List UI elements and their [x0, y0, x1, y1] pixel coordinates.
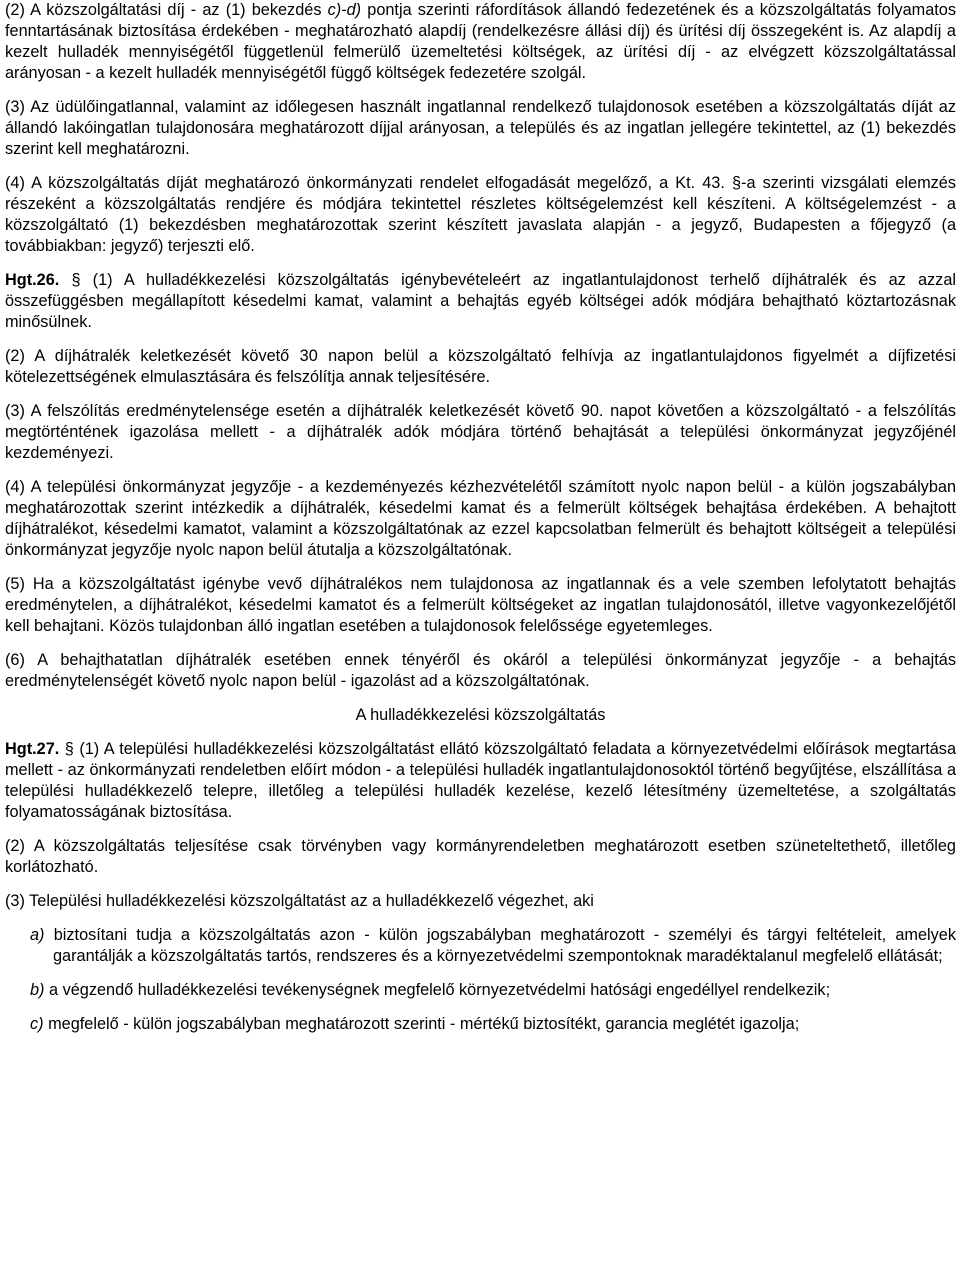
- paragraph-text: (2) A közszolgáltatási díj - az (1) bekezdés: [5, 1, 328, 19]
- list-item-a: [5, 925, 956, 967]
- section-26-paragraph-5: (5) Ha a közszolgáltatást igénybe vevő díjhátralékos nem tulajdonosa az ingatlannak és a vele szemben lefolytatott behajtás eredménytelen, a díjhátralékot, késedelmi kamatot és a felmerült költségeket az ingatlan tulajdonosától, illetve vagyonkezelőjétől kell behajtani. Közös tulajdonban álló ingatlan esetében a tulajdonosok felelőssége egyetemleges.: [5, 575, 956, 635]
- list-item-text: megfelelő - külön jogszabályban meghatározott szerinti - mértékű biztosítékt, garancia meglétét igazolja;: [43, 1015, 800, 1033]
- paragraph-text: pontja szerinti ráfordítások állandó fedezetének és a közszolgáltatás folyamatos fenntartásának biztosítása érdekében - meghatározható alapdíj (rendelkezésre állási díj) és ürítési díj összegeként is. Az alapdíj a kezelt hulladék mennyiségétől függetlenül felmerülő üzemeltetési költségek, az ürítési díj - az elvégzett közszolgáltatással arányosan - a kezelt hulladék mennyiségétől függő költségek fedezetére szolgál.: [5, 1, 956, 82]
- section-heading: A hulladékkezelési közszolgáltatás: [355, 706, 606, 724]
- list-item-b: [5, 980, 956, 1001]
- paragraph-italic-ref: c)-d): [327, 1, 362, 19]
- list-item-text: biztosítani tudja a közszolgáltatás azon - külön jogszabályban meghatározott - személyi és tárgyi feltételeit, amelyek garantálják a közszolgáltatás tartós, rendszeres és a környezetvédelmi szempontoknak maradéktalanul megfelelő ellátását;: [44, 926, 956, 965]
- section-26-paragraph-1: [5, 270, 956, 333]
- list-marker: c): [30, 1015, 44, 1033]
- paragraph-3-holiday-property: (3) Az üdülőingatlannal, valamint az időlegesen használt ingatlannal rendelkező tulajdonosok esetében a közszolgáltatás díját az állandó lakóingatlan tulajdonosára meghatározott díjjal arányosan, a település és az ingatlan jellegére tekintettel, az (1) bekezdés szerint kell meghatározni.: [5, 98, 956, 158]
- section-26-paragraph-6: (6) A behajthatatlan díjhátralék esetében ennek tényéről és okáról a települési önkormányzat jegyzője - a behajtás eredménytelenségét követő nyolc napon belül - igazolást ad a közszolgáltatónak.: [5, 651, 956, 690]
- section-27-paragraph-2: (2) A közszolgáltatás teljesítése csak törvényben vagy kormányrendeletben meghatározott esetben szüneteltethető, illetőleg korlátozható.: [5, 837, 956, 876]
- list-item-c: [5, 1014, 956, 1035]
- paragraph-2-fee: [5, 0, 956, 84]
- list-marker: b): [30, 981, 45, 999]
- list-item-text: a végzendő hulladékkezelési tevékenységnek megfelelő környezetvédelmi hatósági engedéllyel rendelkezik;: [44, 981, 831, 999]
- section-label-26: Hgt.26.: [5, 271, 60, 289]
- paragraph-text: § (1) A települési hulladékkezelési közszolgáltatást ellátó közszolgáltató feladata a környezetvédelmi előírások megtartása mellett - az önkormányzati rendeletben előírt módon - a települési hulladék ingatlantulajdonosoktól történő begyűjtése, elszállítása a települési hulladékkezelő telepre, illetőleg a települési hulladék kezelése, kezelő létesítmény üzemeltetése, a szolgáltatás folyamatosságának biztosítása.: [5, 740, 956, 821]
- section-26-paragraph-3: (3) A felszólítás eredménytelensége esetén a díjhátralék keletkezését követő 90. napot követően a közszolgáltató - a felszólítás megtörténtének igazolása mellett - a díjhátralék adók módjára történő behajtását a települési önkormányzat jegyzőjénél kezdeményezi.: [5, 402, 956, 462]
- section-label-27: Hgt.27.: [5, 740, 60, 758]
- list-marker: a): [30, 926, 45, 944]
- section-27-paragraph-1: [5, 739, 956, 823]
- section-26-paragraph-4: (4) A települési önkormányzat jegyzője - a kezdeményezés kézhezvételétől számított nyolc napon belül - a külön jogszabályban meghatározottak szerint intézkedik a díjhátralék, késedelmi kamat és a felmerült költségek behajtása érdekében. A behajtott díjhátralékot, késedelmi kamatot, valamint a közszolgáltatónak az ezzel kapcsolatban felmerült és behajtott költségeit a települési önkormányzat jegyzője nyolc napon belül átutalja a közszolgáltatónak.: [5, 478, 956, 559]
- paragraph-4-cost-analysis: (4) A közszolgáltatás díját meghatározó önkormányzati rendelet elfogadását megelőző, a Kt. 43. §-a szerinti vizsgálati elemzés részeként a közszolgáltatás rendjére és módjára tekintettel részletes költségelemzést kell készíteni. A költségelemzést - a közszolgáltató (1) bekezdésben meghatározottak szerint készített javaslata alapján - a jegyző, Budapesten a főjegyző (a továbbiakban: jegyző) terjeszti elő.: [5, 174, 956, 255]
- paragraph-text: § (1) A hulladékkezelési közszolgáltatás igénybevételeért az ingatlantulajdonost terhelő díjhátralék és az azzal összefüggésben megállapított késedelmi kamat, valamint a behajtás egyéb költségei adók módjára behajtható köztartozásnak minősülnek.: [5, 271, 956, 331]
- section-26-paragraph-2: (2) A díjhátralék keletkezését követő 30 napon belül a közszolgáltató felhívja az ingatlantulajdonos figyelmét a díjfizetési kötelezettségének elmulasztására és felszólítja annak teljesítésére.: [5, 347, 956, 386]
- section-27-paragraph-3: (3) Települési hulladékkezelési közszolgáltatást az a hulladékkezelő végezhet, aki: [5, 892, 594, 910]
